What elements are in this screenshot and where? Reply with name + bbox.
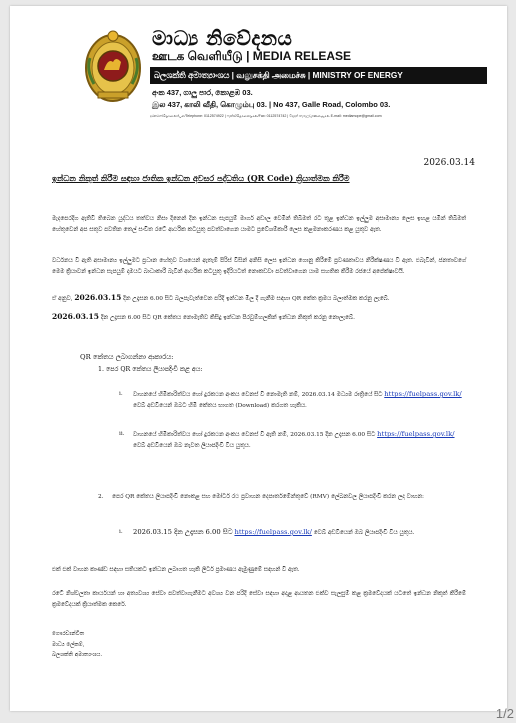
paragraph-1: මැදපෙරදිග ඇතිවී තිබෙන යුද්ධය තත්වය නිසා දිනෙන් දින ඉන්ධන සැපයුම් මාර්ග අඩාල වෙමින් තිබීමත් රට තුළ ඉන්ධන ඉල්ලුම අසාමාන්‍ය ලෙස ඉහළ යමින් තිබීමත් හේතුවෙන් අප සතුව පවතින තෙල් සංචිත රටේ ආර්ථික කටයුතු පවත්වාගෙන යාමට ප්‍රවේශම්කාරී ලෙස කළමනාකරණය කළ යුතුව ඇත. — [52, 216, 466, 233]
subitem-text: 2026.03.15 දින උදෑසන 6.00 සිට — [133, 528, 233, 536]
qr-subitem-i — [119, 389, 463, 411]
subitem-text: වෙබ් අඩවියෙන් ඔබට හිමි කේතය භාගත (Download) කරගත හැකිය. — [133, 402, 307, 409]
paragraph-3b: 2026.03.15 දින උදෑසන 6.00 සිට QR කේතය නොමැතිව කිසිදු ඉන්ධන පිරවුම්හලකින් ඉන්ධන නිකුත් කරනු නොලැබේ. — [52, 312, 355, 321]
paragraph-3: ඒ අනුව, 2026.03.15 දින උදෑසන 6.00 සිට බලපැවැත්වෙන පරිදි ඉන්ධන මිල දී ගැනීම සඳහා QR කේත ක්‍රමය බලාත්මක කරනු ලැබේ. — [52, 293, 390, 302]
address-tamil-english: இல 437, காலி வீதி, கொழும்பு 03. | No 437, Galle Road, Colombo 03. — [152, 100, 391, 109]
contact-line: දුරකථන/தொலைபேசி/Telephone: 0112574922 | ෆැක්ස්/தொலைநகல்/Fax: 0112574742 | විද්‍යුත් තැපෑල/மின்னஞ்சல் E-mail: mediamope@gmail.com — [150, 114, 382, 118]
signature-line-3: බලශක්ති අමාත්‍යංශය. — [52, 652, 103, 658]
paragraph-4: එක් එක් වාහන කාණ්ඩ සඳහා සතියකට ඉන්ධන ලබාගත හැකි ලීටර් ප්‍රමාණය ඇමුණුමේ සඳහන් වී ඇත. — [52, 567, 300, 573]
item-text: පෙර QR කේතය ලියාපදිංචි නොකළ සහ මෝටර් රථ ප්‍රවාහන දෙපාර්තමේන්තුවේ (RMV) ලේඛනවල ලියාපදිංචි කරන ලද වාහන: — [112, 494, 424, 500]
qr-heading: QR කේතය ලබාගන්නා ආකාරය: — [80, 353, 174, 361]
page-number: 1/2 — [495, 706, 514, 721]
release-date: 2026.03.14 — [423, 158, 475, 168]
signature-line-2: මාධ්‍ය ලේකම්, — [52, 641, 85, 648]
release-title: ඉන්ධන නිකුත් කිරීම සඳහා ජාතික ඉන්ධන අවසර පද්ධතිය (QR Code) ක්‍රියාත්මක කිරීම — [52, 173, 350, 183]
media-release-title-tamil-english: ஊடக வெளியீடு | MEDIA RELEASE — [152, 49, 352, 63]
subitem-number: i. — [119, 529, 123, 535]
paragraph-5: රටේ නිශ්චලතා කාර්යයන් හා අත්‍යවශ්‍ය සේවා පවත්වාගැනීමට අවශ්‍ය වන පරිදි සේවා සඳහා අදාළ ආයතන එක්ව සැලසුම් කළ ක්‍රමවේදයක් යටතේ ඉන්ධන නිකුත් කිරීමේ ක්‍රමවේදයක් ක්‍රියාත්මක කෙරේ. — [52, 591, 466, 608]
qr-subitem-iii — [119, 527, 463, 539]
subitem-number: i. — [119, 391, 123, 397]
sri-lanka-emblem-icon — [84, 28, 142, 104]
subitem-text: වාහනයේ හිමිකාරිත්වය හෝ දුරකථන අංකය වෙනස් වී නොමැති නම්, 2026.03.14 මධ්‍යම රාත්‍රියේ සිට — [133, 392, 383, 398]
media-release-title-sinhala: මාධ්‍ය නිවේදනය — [152, 26, 293, 50]
subitem-text: වෙබ් අඩවියෙන් ඔබ නැවත ලියාපදිංචි විය යුතුය. — [133, 442, 251, 449]
subitem-text: වාහනයේ හිමිකාරිත්වය හෝ දුරකථන අංකය වෙනස් වී ඇති නම්, 2026.03.15 දින උදෑසන 6.00 සිට — [133, 432, 376, 438]
paragraph-2: වර්ධනය වී ඇති අසාමාන්‍ය ඉල්ලුමට ප්‍රධාන හේතුව වශයෙන් ඇතැම් පිරිස් විසින් අනිසි ලෙස ඉන්ධන ගොනු කිරීමේ ප්‍රවණතාවය නිරීක්ෂණය වී ඇත. එබැවින්, ජනතාවගේ මෙම ක්‍රියාවන් ඉන්ධන සැපයුම් දාමයට බාධාකාරී බැවින් ආර්ථික කටයුතු ඉදිරියටත් නොකඩවා පවත්වාගෙන යාම සහතික කිරීම රජයේ අපේක්ෂාවයි. — [52, 258, 466, 275]
signature-block — [52, 629, 102, 661]
address-sinhala: අංක 437, ගාලු පාර, කොළඹ 03. — [152, 88, 253, 97]
fuelpass-link[interactable]: https://fuelpass.gov.lk/ — [384, 390, 462, 398]
highlighted-date: 2026.03.15 — [52, 312, 99, 321]
fuelpass-link[interactable]: https://fuelpass.gov.lk/ — [234, 528, 312, 536]
qr-subitem-ii — [119, 429, 463, 451]
item-number: 2. — [98, 494, 104, 500]
subitem-text: වෙබ් අඩවියෙන් ඔබ ලියාපදිංචි විය යුතුය. — [313, 530, 415, 536]
document-page — [10, 6, 507, 711]
highlighted-date: 2026.03.15 — [74, 293, 122, 302]
qr-item-1: 1. පෙර QR කේතය ලියාපදිංචි කළ අය: — [98, 366, 203, 373]
ministry-name-bar: බලශක්ති අමාත්‍යාංශය | வலுசக்தி அமைச்சு | MINISTRY OF ENERGY — [150, 67, 487, 84]
fuelpass-link[interactable]: https://fuelpass.gov.lk/ — [377, 430, 455, 438]
subitem-number: ii. — [119, 431, 125, 437]
signature-line-1: ගෞරවාන්විත — [52, 631, 85, 637]
